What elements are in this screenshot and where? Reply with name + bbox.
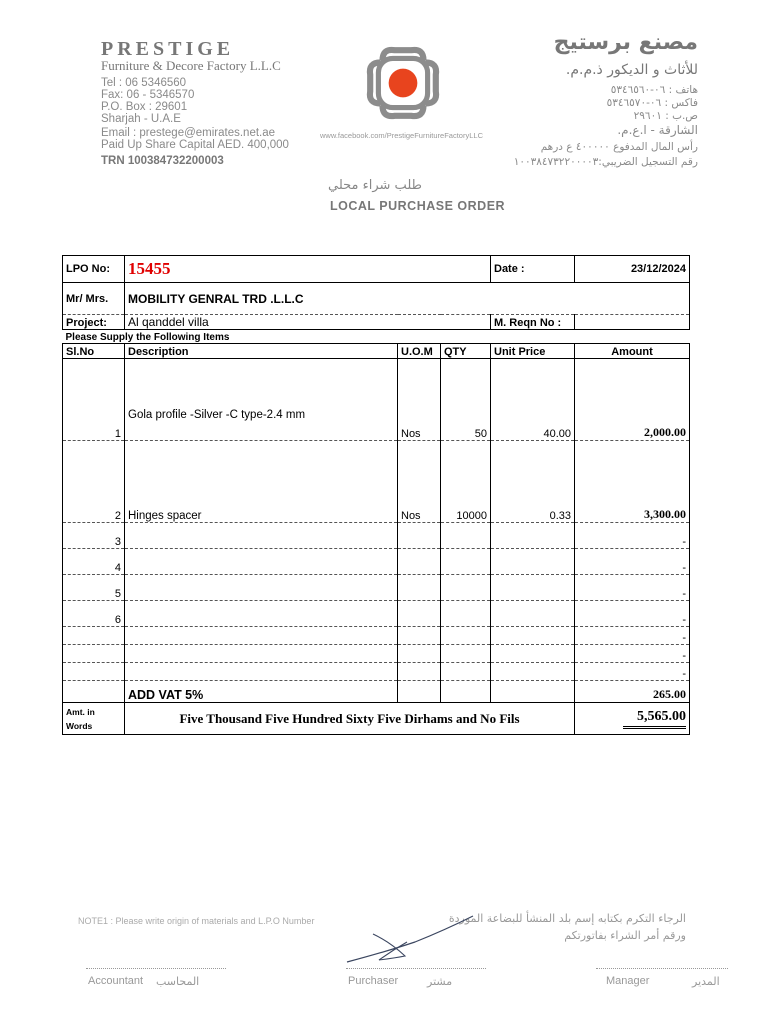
company-tel: Tel : 06 5346560 [101,77,187,89]
purchaser-sign-line [346,968,486,969]
lpo-title-ar: طلب شراء محلي [328,178,422,193]
project-name: Al qanddel villa [125,315,491,330]
company-tel-ar: هاتف : ٠٦-٥٣٤٦٥٦٠ [610,84,698,96]
col-sl: Sl.No [63,344,125,359]
item-description: Hinges spacer [125,441,398,523]
item-amount: - [575,601,690,627]
item-qty: 50 [441,359,491,441]
table-row [63,627,690,645]
item-unit-price: 40.00 [491,359,575,441]
manager-label: Manager [606,975,650,987]
item-qty [441,549,491,575]
company-trn-ar: رقم التسجيل الضريبي:١٠٠٣٨٤٧٣٢٢٠٠٠٠٣ [513,156,698,168]
table-row [63,575,690,601]
item-uom [398,523,441,549]
lpo-title: LOCAL PURCHASE ORDER [330,199,506,213]
manager-sign-line [596,968,728,969]
supply-note: Please Supply the Following Items [65,332,230,343]
order-date: 23/12/2024 [575,256,690,283]
words-label-2: Words [66,720,93,731]
table-row [63,441,690,523]
mr-label: Mr/ Mrs. [63,283,125,315]
accountant-label: Accountant [88,975,144,987]
item-amount: 3,300.00 [575,441,690,523]
company-fax-ar: فاكس : ٠٦-٥٣٤٦٥٧٠ [606,97,698,109]
project-label: Project: [63,315,125,330]
item-unit-price [491,601,575,627]
lpo-label: LPO No: [63,256,125,283]
item-sl: 3 [63,523,125,549]
item-amount: - [575,627,690,645]
words-label-1: Amt. in [66,706,95,717]
item-amount: - [575,549,690,575]
col-amount: Amount [575,344,690,359]
item-uom [398,549,441,575]
col-description: Description [125,344,398,359]
item-description [125,575,398,601]
col-qty: QTY [441,344,491,359]
item-amount: - [575,575,690,601]
company-logo-icon [362,42,444,124]
lpo-row [63,256,690,283]
company-pobox-ar: ص.ب : ٢٩٦٠١ [633,110,698,122]
company-fax: Fax: 06 - 5346570 [101,89,195,101]
item-amount: - [575,523,690,549]
item-unit-price [491,549,575,575]
vat-amount: 265.00 [575,681,690,703]
item-qty [441,523,491,549]
item-amount: - [575,645,690,663]
footer-note-ar-line1: الرجاء التكرم بكتابه إسم بلد المنشأ للبضاعة الموردة [448,912,686,925]
purchaser-label-ar: مشتر [427,975,453,988]
item-uom: Nos [398,359,441,441]
mreqn-label: M. Reqn No : [491,315,575,330]
item-sl: 2 [63,441,125,523]
item-sl: 4 [63,549,125,575]
table-header [63,344,690,359]
supplier-row [63,283,690,315]
footer-note-ar [449,910,686,944]
table-row [63,601,690,627]
company-capital: Paid Up Share Capital AED. 400,000 [101,139,289,151]
item-amount: - [575,663,690,681]
purchaser-label: Purchaser [348,975,399,987]
item-amount: 2,000.00 [575,359,690,441]
item-unit-price: 0.33 [491,441,575,523]
company-name-ar: مصنع برستيج [553,30,698,55]
item-unit-price [491,523,575,549]
footer-note: NOTE1 : Please write origin of materials and L.P.O Number [78,916,315,926]
footer-note-ar-line2: ورقم أمر الشراء بفاتورتكم [564,929,686,942]
lpo-number: 15455 [128,259,171,278]
company-email: Email : prestege@emirates.net.ae [101,127,276,139]
table-row [63,523,690,549]
company-city-ar: الشارقة - ا.ع.م. [617,123,698,137]
item-description [125,549,398,575]
manager-label-ar: المدير [692,975,720,988]
vat-label: ADD VAT 5% [125,681,398,703]
item-uom [398,601,441,627]
item-qty [441,601,491,627]
accountant-sign-line [86,968,226,969]
item-unit-price [491,575,575,601]
item-qty [441,575,491,601]
table-row [63,663,690,681]
words-row [63,703,690,735]
col-unit-price: Unit Price [491,344,575,359]
item-sl: 1 [63,359,125,441]
purchaser-signature-icon [345,912,477,968]
supply-note-row [63,330,690,344]
company-trn: TRN 100384732200003 [101,155,224,167]
grand-total: 5,565.00 [623,709,686,729]
item-description [125,523,398,549]
vat-row [63,681,690,703]
order-table [62,255,689,735]
table-row [63,549,690,575]
item-uom [398,575,441,601]
item-sl: 5 [63,575,125,601]
accountant-label-ar: المحاسب [156,975,200,988]
table-row [63,359,690,441]
company-pobox: P.O. Box : 29601 [101,101,188,113]
mreqn-value [575,315,690,330]
supplier-name: MOBILITY GENRAL TRD .L.L.C [125,283,491,315]
item-description: Gola profile -Silver -C type-2.4 mm [125,359,398,441]
col-uom: U.O.M [398,344,441,359]
item-qty: 10000 [441,441,491,523]
company-name: PRESTIGE [101,38,235,60]
amount-in-words: Five Thousand Five Hundred Sixty Five Dirhams and No Fils [125,703,575,735]
company-city: Sharjah - U.A.E [101,113,181,125]
project-row [63,315,690,330]
company-subtitle: Furniture & Decore Factory L.L.C [101,58,281,73]
item-sl: 6 [63,601,125,627]
company-capital-ar: رأس المال المدفوع ٤٠٠٠٠٠ ع درهم [540,141,698,153]
company-subtitle-ar: للأثاث و الديكور ذ.م.م. [565,62,698,78]
facebook-url: www.facebook.com/PrestigeFurnitureFactoryLLC [320,131,483,140]
date-label: Date : [491,256,575,283]
item-uom: Nos [398,441,441,523]
item-description [125,601,398,627]
table-row [63,645,690,663]
